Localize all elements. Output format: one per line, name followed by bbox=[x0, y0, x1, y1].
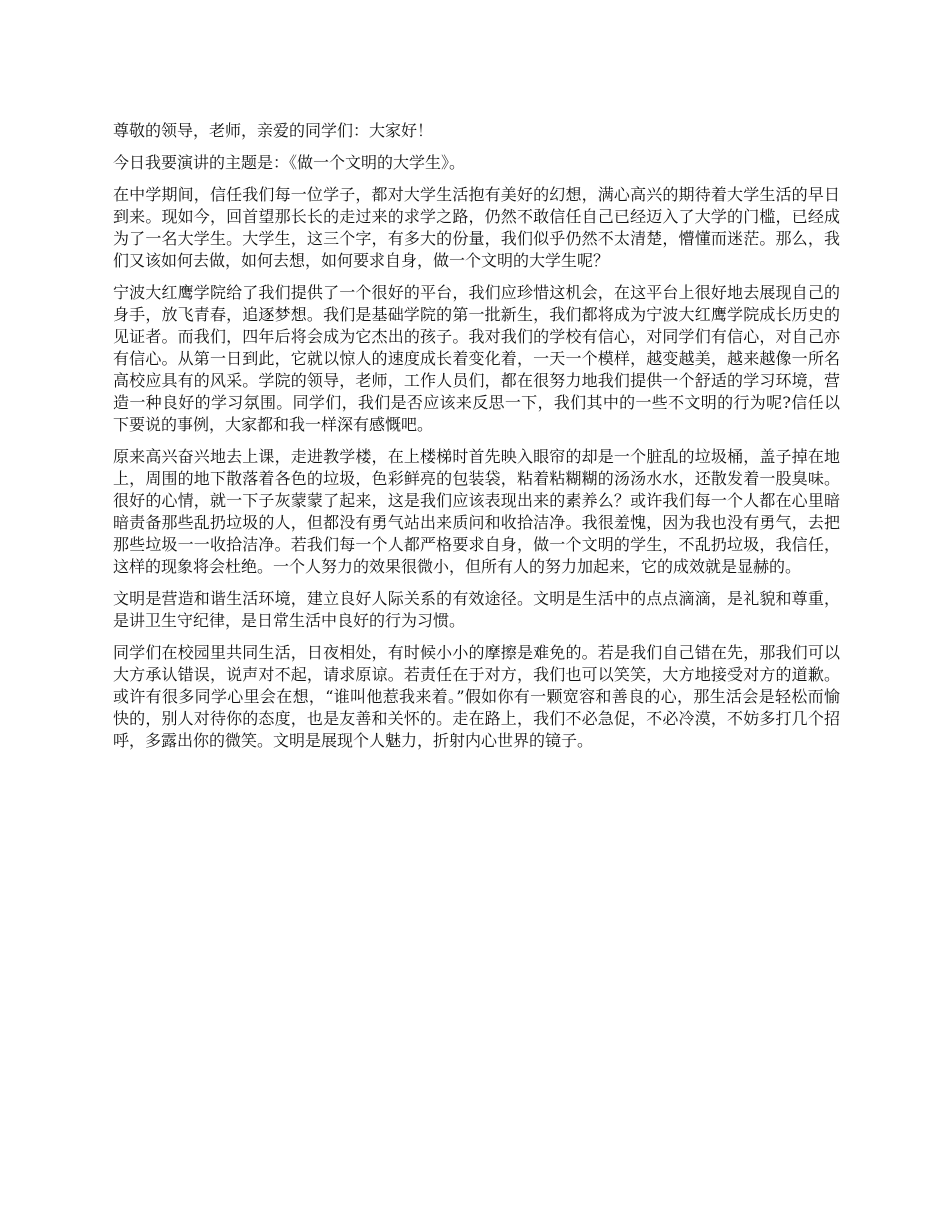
body-paragraph: 宁波大红鹰学院给了我们提供了一个很好的平台，我们应珍惜这机会，在这平台上很好地去展现自己的身手，放飞青春，追逐梦想。我们是基础学院的第一批新生，我们都将成为宁波大红鹰学院成长历史的见证者。而我们，四年后将会成为它杰出的孩子。我对我们的学校有信心，对同学们有信心，对自己亦有信心。从第一日到此，它就以惊人的速度成长着变化着，一天一个模样，越变越美，越来越像一所名高校应具有的风采。学院的领导，老师，工作人员们，都在很努力地我们提供一个舒适的学习环境，营造一种良好的学习氛围。同学们，我们是否应该来反思一下，我们其中的一些不文明的行为呢?信任以下要说的事例，大家都和我一样深有感慨吧。 bbox=[113, 283, 840, 434]
document-body bbox=[113, 120, 840, 762]
topic-paragraph: 今日我要演讲的主题是：《做一个文明的大学生》。 bbox=[113, 153, 466, 172]
body-paragraph: 在中学期间，信任我们每一位学子，都对大学生活抱有美好的幻想，满心高兴的期待着大学生活的早日到来。现如今，回首望那长长的走过来的求学之路，仍然不敢信任自己已经迈入了大学的门槛，已经成为了一名大学生。大学生，这三个字，有多大的份量，我们似乎仍然不太清楚，懵懂而迷茫。那么，我们又该如何去做，如何去想，如何要求自身，做一个文明的大学生呢？ bbox=[113, 185, 840, 270]
body-paragraph: 同学们在校园里共同生活，日夜相处，有时候小小的摩擦是难免的。若是我们自己错在先，那我们可以大方承认错误，说声对不起，请求原谅。若责任在于对方，我们也可以笑笑，大方地接受对方的道歉。或许有很多同学心里会在想，“谁叫他惹我来着。”假如你有一颗宽容和善良的心，那生活会是轻松而愉快的，别人对待你的态度，也是友善和关怀的。走在路上，我们不必急促，不必冷漠，不妨多打几个招呼，多露出你的微笑。文明是展现个人魅力，折射内心世界的镜子。 bbox=[113, 643, 840, 750]
body-paragraph: 文明是营造和谐生活环境，建立良好人际关系的有效途径。文明是生活中的点点滴滴，是礼貌和尊重，是讲卫生守纪律，是日常生活中良好的行为习惯。 bbox=[113, 589, 840, 630]
greeting-paragraph: 尊敬的领导，老师，亲爱的同学们：大家好！ bbox=[113, 121, 434, 140]
body-paragraph: 原来高兴奋兴地去上课，走进教学楼，在上楼梯时首先映入眼帘的却是一个脏乱的垃圾桶，盖子掉在地上，周围的地下散落着各色的垃圾，色彩鲜亮的包装袋，粘着粘糊糊的汤汤水水，还散发着一股臭味。很好的心情，就一下子灰蒙蒙了起来，这是我们应该表现出来的素养么？或许我们每一个人都在心里暗暗责备那些乱扔垃圾的人，但都没有勇气站出来质问和收拾洁净。我很羞愧，因为我也没有勇气，去把那些垃圾一一收拾洁净。若我们每一个人都严格要求自身，做一个文明的学生，不乱扔垃圾，我信任，这样的现象将会杜绝。一个人努力的效果很微小，但所有人的努力加起来，它的成效就是显赫的。 bbox=[113, 447, 840, 576]
